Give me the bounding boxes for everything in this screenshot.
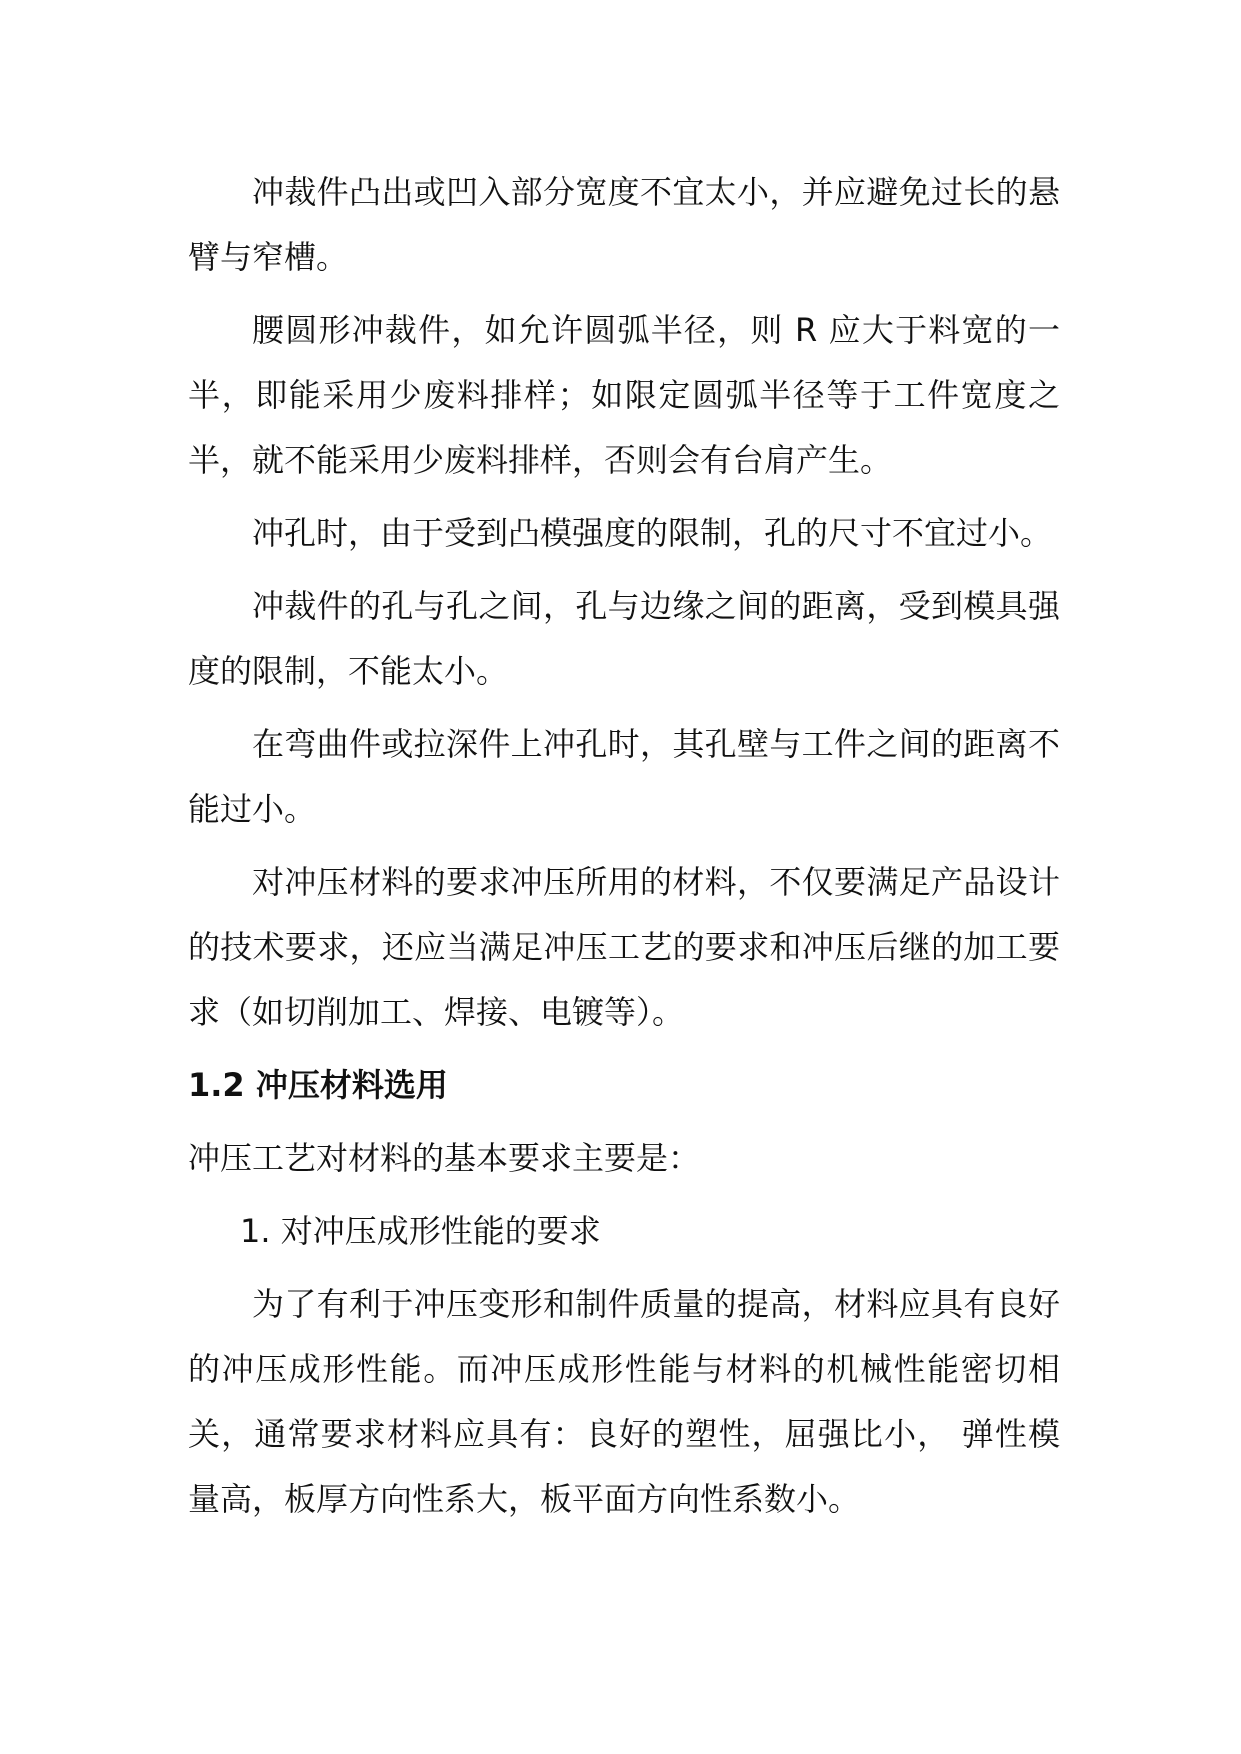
section-heading: 1.2 冲压材料选用 (188, 1066, 448, 1104)
paragraph-material-requirements: 对冲压材料的要求冲压所用的材料，不仅要满足产品设计的技术要求，还应当满足冲压工艺的要求和冲压后继的加工要求（如切削加工、焊接、电镀等）。 (188, 863, 1060, 1031)
document-body (188, 160, 1060, 1540)
list-item-forming-performance: 1. 对冲压成形性能的要求 (240, 1212, 601, 1250)
paragraph-bent-part-holes: 在弯曲件或拉深件上冲孔时，其孔壁与工件之间的距离不能过小。 (188, 725, 1060, 828)
paragraph-protrusion-width: 冲裁件凸出或凹入部分宽度不宜太小，并应避免过长的悬臂与窄槽。 (188, 173, 1060, 276)
paragraph-punch-hole-size: 冲孔时，由于受到凸模强度的限制，孔的尺寸不宜过小。 (252, 514, 1053, 552)
paragraph-forming-performance: 为了有利于冲压变形和制件质量的提高，材料应具有良好的冲压成形性能。而冲压成形性能与材料的机械性能密切相关，通常要求材料应具有：良好的塑性，屈强比小， 弹性模量高，板厚方向性系大，板平面方向性系数小。 (188, 1285, 1060, 1518)
paragraph-hole-spacing: 冲裁件的孔与孔之间，孔与边缘之间的距离，受到模具强度的限制，不能太小。 (188, 587, 1060, 690)
paragraph-oval-blank: 腰圆形冲裁件，如允许圆弧半径，则 R 应大于料宽的一半，即能采用少废料排样；如限定圆弧半径等于工件宽度之半，就不能采用少废料排样，否则会有台肩产生。 (188, 311, 1060, 479)
intro-line: 冲压工艺对材料的基本要求主要是： (188, 1139, 701, 1177)
